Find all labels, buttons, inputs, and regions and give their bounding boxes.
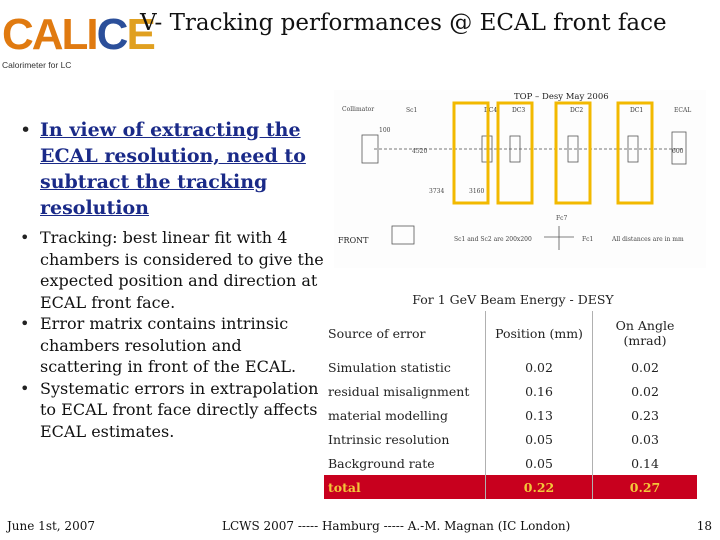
table-total-row [324,475,697,499]
schematic-collimator-label: Collimator [342,106,375,113]
bullet-list [10,117,328,442]
header-position: Position (mm) [486,311,593,355]
slide-title: V- Tracking performances @ ECAL front face [140,10,667,36]
table-title: For 1 GeV Beam Energy - DESY [412,292,614,307]
table-row [324,403,697,427]
total-position: 0.22 [486,475,593,499]
row-source: residual misalignment [324,379,486,403]
row-position: 0.13 [486,403,593,427]
chamber-label-dc3: DC3 [512,107,526,114]
row-angle: 0.03 [631,431,659,447]
logo-wordmark [2,10,154,60]
row-position: 0.05 [486,427,593,451]
row-position: 0.05 [486,451,593,475]
schematic-dist-c: 3160 [469,188,485,195]
error-table [324,311,697,499]
total-label: total [324,475,486,499]
schematic-sc1-label: Sc1 [406,107,418,114]
logo-word-part2: C [96,10,127,59]
schematic-dist-b: 3734 [429,188,445,195]
bullet-item: • Error matrix contains intrinsic chambers resolution and scattering in front of the ECAL. [10,313,328,378]
schematic-units-note: All distances are in mm [612,236,684,243]
chamber-label-dc2: DC2 [570,107,584,114]
table-row [324,379,697,403]
row-position: 0.16 [486,379,593,403]
footer-date: June 1st, 2007 [7,519,95,533]
schematic-svg [334,90,706,268]
logo-word-part1: CALI [2,10,97,59]
row-source: Intrinsic resolution [324,427,486,451]
row-position: 0.02 [486,355,593,379]
schematic-ecal-label: ECAL [674,107,692,114]
chamber-label-dc1: DC1 [630,107,644,114]
header-angle: On Angle (mrad) [615,318,675,348]
total-angle: 0.27 [593,475,698,499]
table-row [324,427,697,451]
bullet-item: • Tracking: best linear fit with 4 chambers is considered to give the expected position and direction at ECAL front face. [10,227,328,313]
schematic-fc-label: Fc7 [556,215,568,222]
table-row [324,355,697,379]
row-angle: 0.23 [631,407,659,423]
schematic-front-label: FRONT [338,236,369,245]
chamber-label-dc4: DC4 [484,107,498,114]
schematic-dist-total: 4520 [412,148,428,155]
table-header-row [324,311,697,355]
schematic-fc1-label: Fc1 [582,236,594,243]
row-source: Background rate [324,451,486,475]
row-angle: 0.14 [631,455,659,471]
header-source: Source of error [324,311,486,355]
footer-page-number: 18 [696,519,712,533]
bullet-item: • Systematic errors in extrapolation to ECAL front face directly affects ECAL estimates. [10,378,328,443]
schematic-dist-d: 600 [672,148,684,155]
calice-logo [0,8,154,70]
logo-word-part3: E [126,10,154,59]
schematic-top-label: TOP – Desy May 2006 [514,92,609,102]
row-angle: 0.02 [631,359,659,375]
logo-subtitle: Calorimeter for LC [2,60,72,70]
row-source: material modelling [324,403,486,427]
schematic-sc-note: Sc1 and Sc2 are 200x200 [454,236,532,243]
footer-event: LCWS 2007 ----- Hamburg ----- A.-M. Magnan (IC London) [222,519,571,533]
detector-schematic [334,90,706,268]
bullet-item-main: • In view of extracting the ECAL resolution, need to subtract the tracking resolution [10,117,328,221]
table-row [324,451,697,475]
schematic-dist-a: 100 [379,127,391,134]
row-source: Simulation statistic [324,355,486,379]
row-angle: 0.02 [631,383,659,399]
